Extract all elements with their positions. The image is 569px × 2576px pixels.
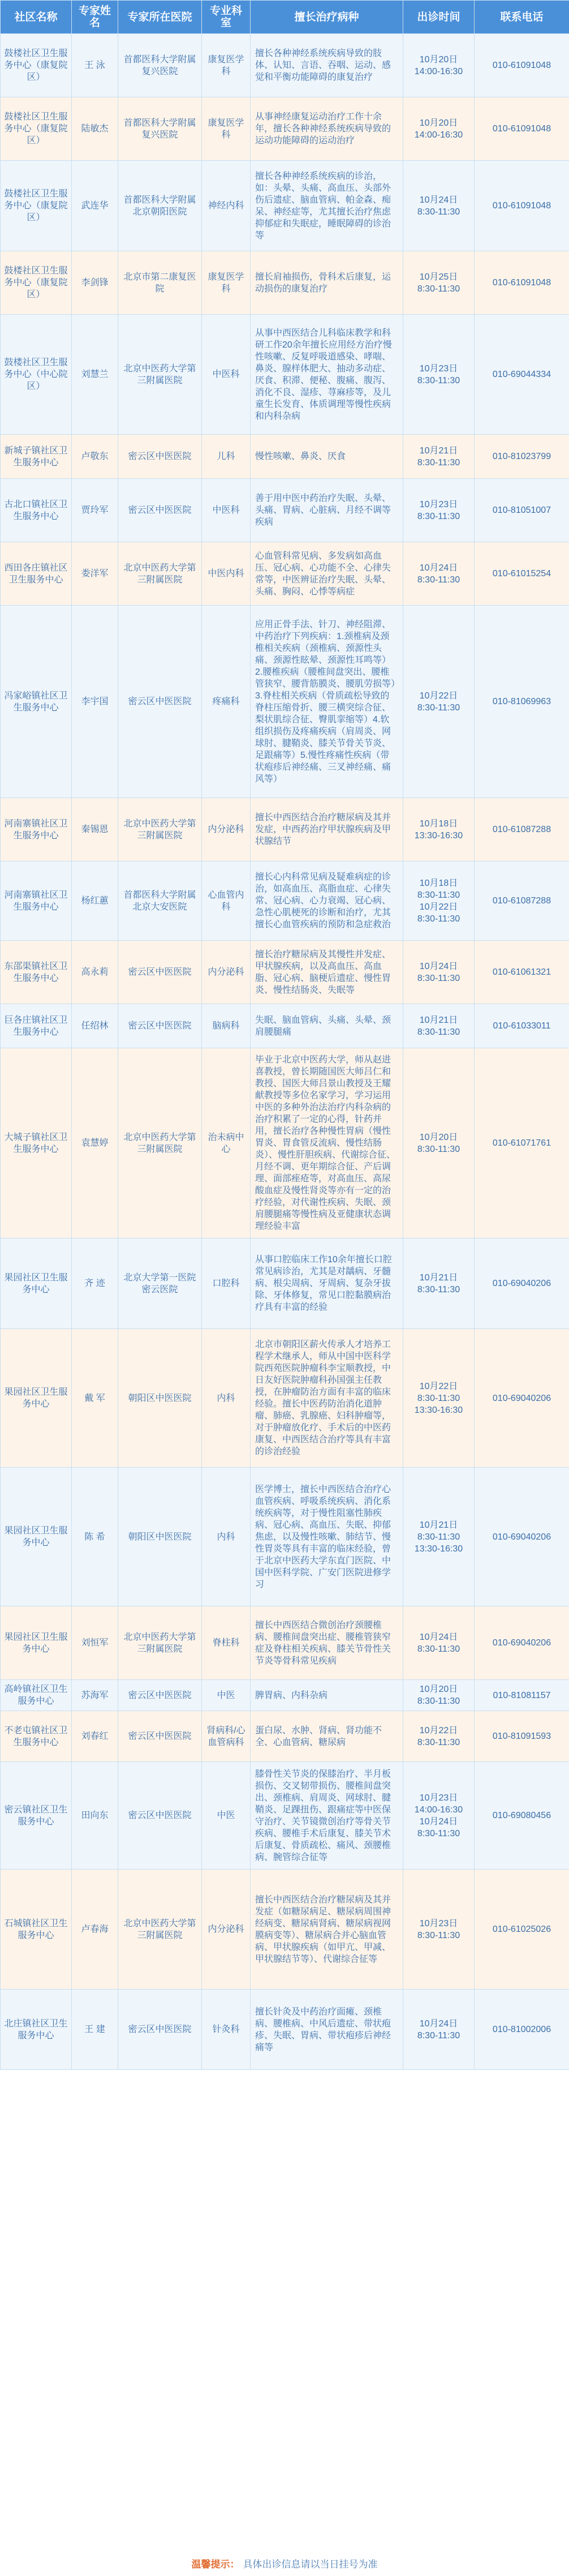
time-line: 8:30-11:30 [417, 375, 460, 385]
dept-cell: 康复医学科 [202, 97, 251, 161]
specialty-cell: 擅长针灸及中药治疗面瘫、颈椎病、腰椎病、中风后遗症、带状疱疹、失眠、胃病、带状疱疹后神经痛等 [251, 1990, 403, 2070]
community-cell: 石城镇社区卫生服务中心 [1, 1870, 72, 1990]
phone-cell: 010-61015254 [475, 542, 569, 606]
time-line: 10月20日 [419, 54, 458, 65]
table-row [1, 1004, 569, 1048]
time-line: 10月24日 [419, 563, 458, 573]
time-line: 14:00-16:30 [414, 1805, 463, 1815]
dept-cell: 神经内科 [202, 161, 251, 251]
phone-cell: 010-61025026 [475, 1870, 569, 1990]
time-line: 10月18日 [419, 818, 458, 829]
hospital-cell: 密云区中医医院 [118, 1680, 202, 1711]
time-line: 10月24日 [419, 2018, 458, 2029]
phone-cell: 010-69040206 [475, 1329, 569, 1468]
time-cell [403, 1329, 475, 1468]
expert-cell: 苏海军 [72, 1680, 118, 1711]
table-row [1, 315, 569, 435]
table-row [1, 1762, 569, 1870]
expert-cell: 陈 希 [72, 1468, 118, 1606]
phone-cell: 010-61091048 [475, 97, 569, 161]
community-cell: 果园社区卫生服务中心 [1, 1329, 72, 1468]
expert-cell: 田向东 [72, 1762, 118, 1870]
table-row [1, 1711, 569, 1762]
table-row [1, 34, 569, 97]
community-cell: 冯家峪镇社区卫生服务中心 [1, 606, 72, 798]
time-line: 8:30-11:30 [417, 1144, 460, 1154]
hospital-cell: 首都医科大学附属北京大安医院 [118, 861, 202, 941]
specialty-cell: 膝骨性关节炎的保膝治疗、半月板损伤、交叉韧带损伤、腰椎间盘突出、颈椎病、肩周炎、网球肘、腱鞘炎、足踝扭伤、跟痛症等中医保守治疗、关节镜微创治疗等骨关节疾病、腰椎手术后康复、膝关节术后康复、骨质疏松、痛风、颈腰椎病、腕管综合征等 [251, 1762, 403, 1870]
community-cell: 河南寨镇社区卫生服务中心 [1, 861, 72, 941]
community-cell: 鼓楼社区卫生服务中心（中心院区） [1, 315, 72, 435]
time-line: 10月21日 [419, 1272, 458, 1283]
time-cell [403, 1606, 475, 1680]
time-line: 8:30-11:30 [417, 1930, 460, 1940]
phone-cell: 010-61087288 [475, 798, 569, 861]
phone-cell: 010-61091048 [475, 251, 569, 315]
phone-cell: 010-69040206 [475, 1606, 569, 1680]
time-line: 8:30-11:30 [417, 1532, 460, 1542]
time-cell [403, 861, 475, 941]
time-line: 8:30-11:30 [417, 1027, 460, 1037]
phone-cell: 010-81069963 [475, 606, 569, 798]
time-cell [403, 97, 475, 161]
time-cell [403, 1004, 475, 1048]
hospital-cell: 北京中医药大学第三附属医院 [118, 1870, 202, 1990]
time-line: 8:30-11:30 [417, 1696, 460, 1706]
hospital-cell: 密云区中医医院 [118, 606, 202, 798]
expert-cell: 陆敏杰 [72, 97, 118, 161]
table-header [1, 1, 569, 34]
dept-cell: 中医 [202, 1762, 251, 1870]
community-cell: 果园社区卫生服务中心 [1, 1606, 72, 1680]
expert-cell: 高永莉 [72, 941, 118, 1004]
expert-cell: 娄洋军 [72, 542, 118, 606]
hospital-cell: 首都医科大学附属复兴医院 [118, 97, 202, 161]
hospital-cell: 北京中医药大学第三附属医院 [118, 542, 202, 606]
time-cell [403, 606, 475, 798]
table-row [1, 97, 569, 161]
table-row [1, 1468, 569, 1606]
time-line: 8:30-11:30 [417, 914, 460, 924]
time-cell [403, 941, 475, 1004]
community-cell: 密云镇社区卫生服务中心 [1, 1762, 72, 1870]
expert-cell: 刘恒军 [72, 1606, 118, 1680]
expert-cell: 王 建 [72, 1990, 118, 2070]
specialty-cell: 擅长各种神经系统疾病导致的肢体、认知、言语、吞咽、运动、感觉和平衡功能障碍的康复治疗 [251, 34, 403, 97]
time-line: 8:30-11:30 [417, 2030, 460, 2041]
time-line: 13:30-16:30 [414, 1544, 463, 1554]
community-cell: 河南寨镇社区卫生服务中心 [1, 798, 72, 861]
specialty-cell: 擅长治疗糖尿病及其慢性并发症、甲状腺疾病，以及高血压、高血脂、冠心病、脑梗后遗症、慢性胃炎、慢性结肠炎、失眠等 [251, 941, 403, 1004]
specialty-cell: 心血管科常见病、多发病如高血压、冠心病、心功能不全、心律失常等，中医辨证治疗失眠、头晕、头痛、胸闷、心悸等病症 [251, 542, 403, 606]
time-line: 10月24日 [419, 1816, 458, 1827]
phone-cell: 010-69080456 [475, 1762, 569, 1870]
phone-cell: 010-81002006 [475, 1990, 569, 2070]
footer-note [0, 2553, 569, 2576]
hospital-cell: 北京中医药大学第三附属医院 [118, 798, 202, 861]
column-header: 出诊时间 [403, 1, 475, 34]
time-line: 8:30-11:30 [417, 1393, 460, 1403]
time-cell [403, 1048, 475, 1238]
table-row [1, 606, 569, 798]
time-line: 10月25日 [419, 272, 458, 282]
time-line: 10月18日 [419, 878, 458, 888]
dept-cell: 内分泌科 [202, 1870, 251, 1990]
community-cell: 大城子镇社区卫生服务中心 [1, 1048, 72, 1238]
time-line: 10月21日 [419, 1015, 458, 1025]
phone-cell: 010-61087288 [475, 861, 569, 941]
phone-cell: 010-61091048 [475, 34, 569, 97]
time-line: 8:30-11:30 [417, 1828, 460, 1838]
time-line: 13:30-16:30 [414, 830, 463, 841]
dept-cell: 康复医学科 [202, 251, 251, 315]
table-row [1, 1606, 569, 1680]
time-line: 10月22日 [419, 1381, 458, 1391]
hospital-cell: 密云区中医医院 [118, 1762, 202, 1870]
column-header: 专业科室 [202, 1, 251, 34]
dept-cell: 中医 [202, 1680, 251, 1711]
time-cell [403, 1762, 475, 1870]
table-row [1, 1990, 569, 2070]
phone-cell: 010-81081157 [475, 1680, 569, 1711]
specialty-cell: 失眠、脑血管病、头痛、头晕、颈肩腰腿痛 [251, 1004, 403, 1048]
expert-cell: 刘慧兰 [72, 315, 118, 435]
time-cell [403, 34, 475, 97]
expert-cell: 贾玲军 [72, 479, 118, 542]
time-line: 10月22日 [419, 691, 458, 701]
dept-cell: 康复医学科 [202, 34, 251, 97]
dept-cell: 内分泌科 [202, 798, 251, 861]
specialty-cell: 北京市朝阳区薪火传承人才培养工程学术继承人，师从中国中医科学院西苑医院肿瘤科李宝顺教授，中日友好医院肿瘤科孙国强主任教授，在肿瘤防治方面有丰富的临床经验。擅长中医药防治消化道肿瘤、肺癌、乳腺癌、妇科肿瘤等，对于肿瘤放化疗、手术后的中医药康复、中西医结合治疗等具有丰富的诊治经验 [251, 1329, 403, 1468]
hospital-cell: 北京大学第一医院密云医院 [118, 1238, 202, 1329]
specialty-cell: 脾胃病、内科杂病 [251, 1680, 403, 1711]
expert-cell: 王 泳 [72, 34, 118, 97]
community-cell: 果园社区卫生服务中心 [1, 1468, 72, 1606]
column-header: 擅长治疗病种 [251, 1, 403, 34]
expert-cell: 齐 迹 [72, 1238, 118, 1329]
hospital-cell: 密云区中医医院 [118, 479, 202, 542]
community-cell: 巨各庄镇社区卫生服务中心 [1, 1004, 72, 1048]
hospital-cell: 北京中医药大学第三附属医院 [118, 315, 202, 435]
specialty-cell: 擅长中西医结合治疗糖尿病及其并发症，中西药治疗甲状腺疾病及甲状腺结节 [251, 798, 403, 861]
community-cell: 鼓楼社区卫生服务中心（康复院区） [1, 97, 72, 161]
dept-cell: 治未病中心 [202, 1048, 251, 1238]
time-cell [403, 251, 475, 315]
dept-cell: 脑病科 [202, 1004, 251, 1048]
specialty-cell: 擅长肩袖损伤，骨科术后康复，运动损伤的康复治疗 [251, 251, 403, 315]
time-line: 14:00-16:30 [414, 66, 463, 76]
phone-cell: 010-81051007 [475, 479, 569, 542]
time-line: 10月21日 [419, 1520, 458, 1530]
phone-cell: 010-81023799 [475, 435, 569, 479]
table-row [1, 1238, 569, 1329]
phone-cell: 010-61033011 [475, 1004, 569, 1048]
hospital-cell: 北京中医药大学第三附属医院 [118, 1048, 202, 1238]
specialty-cell: 擅长中西医结合治疗糖尿病及其并发症（如糖尿病足、糖尿病周围神经病变、糖尿病肾病、糖尿病视网膜病变等）、糖尿病合并心脑血管病、甲状腺疾病（如甲亢、甲减、甲状腺结节等）、代谢综合征等 [251, 1870, 403, 1990]
time-line: 10月24日 [419, 961, 458, 971]
time-line: 8:30-11:30 [417, 890, 460, 900]
tip-label: 温馨提示： [191, 2559, 240, 2570]
hospital-cell: 朝阳区中医医院 [118, 1329, 202, 1468]
time-line: 13:30-16:30 [414, 1405, 463, 1415]
time-cell [403, 435, 475, 479]
community-cell: 西田各庄镇社区卫生服务中心 [1, 542, 72, 606]
table-row [1, 542, 569, 606]
time-line: 10月21日 [419, 445, 458, 456]
dept-cell: 内科 [202, 1468, 251, 1606]
table-row [1, 941, 569, 1004]
time-line: 8:30-11:30 [417, 207, 460, 217]
time-cell [403, 542, 475, 606]
expert-cell: 秦锡恩 [72, 798, 118, 861]
hospital-cell: 密云区中医医院 [118, 941, 202, 1004]
dept-cell: 中医科 [202, 315, 251, 435]
expert-cell: 李剑锋 [72, 251, 118, 315]
expert-cell: 李宇国 [72, 606, 118, 798]
dept-cell: 脊柱科 [202, 1606, 251, 1680]
time-line: 8:30-11:30 [417, 702, 460, 713]
time-line: 10月23日 [419, 363, 458, 374]
dept-cell: 疼痛科 [202, 606, 251, 798]
hospital-cell: 密云区中医医院 [118, 435, 202, 479]
community-cell: 果园社区卫生服务中心 [1, 1238, 72, 1329]
table-row [1, 479, 569, 542]
hospital-cell: 密云区中医医院 [118, 1711, 202, 1762]
table-row [1, 1329, 569, 1468]
dept-cell: 中医科 [202, 479, 251, 542]
table-row [1, 251, 569, 315]
time-line: 8:30-11:30 [417, 511, 460, 521]
specialty-cell: 蛋白尿、水肿、肾病、肾功能不全、心血管病、糖尿病 [251, 1711, 403, 1762]
hospital-cell: 朝阳区中医医院 [118, 1468, 202, 1606]
community-cell: 鼓楼社区卫生服务中心（康复院区） [1, 251, 72, 315]
community-cell: 鼓楼社区卫生服务中心（康复院区） [1, 34, 72, 97]
time-cell [403, 479, 475, 542]
dept-cell: 内分泌科 [202, 941, 251, 1004]
time-line: 8:30-11:30 [417, 1284, 460, 1295]
dept-cell: 针灸科 [202, 1990, 251, 2070]
time-line: 8:30-11:30 [417, 973, 460, 983]
expert-cell: 杨红蕙 [72, 861, 118, 941]
table-row [1, 1680, 569, 1711]
time-line: 14:00-16:30 [414, 130, 463, 140]
time-line: 10月20日 [419, 1132, 458, 1142]
time-line: 8:30-11:30 [417, 1644, 460, 1654]
expert-cell: 戴 军 [72, 1329, 118, 1468]
time-line: 10月22日 [419, 902, 458, 912]
community-cell: 高岭镇社区卫生服务中心 [1, 1680, 72, 1711]
column-header: 专家姓名 [72, 1, 118, 34]
phone-cell: 010-69044334 [475, 315, 569, 435]
time-cell [403, 315, 475, 435]
community-cell: 新城子镇社区卫生服务中心 [1, 435, 72, 479]
table-row [1, 861, 569, 941]
time-cell [403, 1238, 475, 1329]
specialty-cell: 慢性咳嗽、鼻炎、厌食 [251, 435, 403, 479]
expert-cell: 卢春海 [72, 1870, 118, 1990]
time-line: 10月24日 [419, 195, 458, 205]
table-row [1, 1870, 569, 1990]
expert-cell: 武连华 [72, 161, 118, 251]
phone-cell: 010-61061321 [475, 941, 569, 1004]
hospital-cell: 北京中医药大学第三附属医院 [118, 1606, 202, 1680]
specialty-cell: 擅长各种神经系统疾病的诊治，如：头晕、头痛、高血压、头部外伤后遗症、脑血管病、帕金森、痴呆、神经症等，尤其擅长治疗焦虑抑郁症和失眠症，睡眠障碍的诊治等 [251, 161, 403, 251]
time-cell [403, 161, 475, 251]
community-cell: 鼓楼社区卫生服务中心（康复院区） [1, 161, 72, 251]
dept-cell: 肾病科/心血管病科 [202, 1711, 251, 1762]
time-line: 10月22日 [419, 1725, 458, 1735]
hospital-cell: 首都医科大学附属复兴医院 [118, 34, 202, 97]
column-header: 社区名称 [1, 1, 72, 34]
specialty-cell: 从事口腔临床工作10余年擅长口腔常见病诊治，尤其是对龋病、牙髓病、根尖周病、牙周病、复杂牙拔除、牙体修复，常见口腔黏膜病治疗具有丰富的经验 [251, 1238, 403, 1329]
specialty-cell: 应用正骨手法、针刀、神经阻滞、中药治疗下列疾病：1.颈椎病及颈椎相关疾病（颈椎病、颈源性头痛、颈源性眩晕、颈源性耳鸣等）2.腰椎疾病（腰椎间盘突出、腰椎管狭窄、腰背筋膜炎、腰肌劳损等）3.脊柱相关疾病（骨质疏松导致的脊柱压缩骨折、腰三横突综合征、梨状肌综合征、臀肌挛缩等）4.软组织损伤及疼痛疾病（肩周炎、网球肘、腱鞘炎、膝关节骨关节炎、足跟痛等）5.慢性疼痛性疾病（带状疱疹后神经痛、三叉神经痛、痛风等） [251, 606, 403, 798]
time-line: 10月23日 [419, 1793, 458, 1803]
time-line: 10月20日 [419, 118, 458, 128]
column-header: 联系电话 [475, 1, 569, 34]
table-row [1, 161, 569, 251]
community-cell: 东邵渠镇社区卫生服务中心 [1, 941, 72, 1004]
community-cell: 北庄镇社区卫生服务中心 [1, 1990, 72, 2070]
hospital-cell: 北京市第二康复医院 [118, 251, 202, 315]
time-cell [403, 798, 475, 861]
time-line: 10月24日 [419, 1632, 458, 1642]
phone-cell: 010-69040206 [475, 1238, 569, 1329]
time-cell [403, 1680, 475, 1711]
hospital-cell: 首都医科大学附属北京朝阳医院 [118, 161, 202, 251]
time-line: 8:30-11:30 [417, 1737, 460, 1747]
hospital-cell: 密云区中医医院 [118, 1004, 202, 1048]
time-cell [403, 1990, 475, 2070]
dept-cell: 口腔科 [202, 1238, 251, 1329]
specialty-cell: 从事神经康复运动治疗工作十余年，擅长各种神经系统疾病导致的运动功能障碍的运动治疗 [251, 97, 403, 161]
phone-cell: 010-69040206 [475, 1468, 569, 1606]
column-header: 专家所在医院 [118, 1, 202, 34]
phone-cell: 010-61071761 [475, 1048, 569, 1238]
time-line: 10月23日 [419, 499, 458, 509]
time-line: 8:30-11:30 [417, 457, 460, 468]
dept-cell: 内科 [202, 1329, 251, 1468]
community-cell: 不老屯镇社区卫生服务中心 [1, 1711, 72, 1762]
specialty-cell: 擅长心内科常见病及疑难病症的诊治，如高血压、高脂血症、心律失常、冠心病、心力衰竭、冠心病、急性心肌梗死的诊断和治疗，尤其擅长心血管疾病的预防和急症救治 [251, 861, 403, 941]
tip-text: 具体出诊信息请以当日挂号为准 [243, 2559, 378, 2570]
time-line: 10月20日 [419, 1685, 458, 1694]
specialty-cell: 擅长中西医结合微创治疗颈腰椎病、腰椎间盘突出症、腰椎管狭窄症及脊柱相关疾病、膝关节骨性关节炎等骨科常见疾病 [251, 1606, 403, 1680]
specialty-cell: 毕业于北京中医药大学，师从赵进喜教授，曾长期随国医大师吕仁和教授、国医大师吕景山教授及王耀献教授等多位名家学习，学习运用中医的多种外治法治疗内科杂病的治疗积累了一定的心得，针药并用，擅长治疗各种慢性胃病（慢性胃炎、胃食管反流病、慢性结肠炎）、慢性肝胆疾病、代谢综合征、月经不调、更年期综合征、产后调理、面部痤疮等，对高血压、高尿酸血症及慢性肾炎等亦有一定的治疗经验，对代谢性疾病、失眠、颈肩腰腿痛等慢性病及亚健康状态调理经验丰富 [251, 1048, 403, 1238]
time-line: 8:30-11:30 [417, 575, 460, 585]
specialty-cell: 医学博士，擅长中西医结合治疗心血管疾病、呼吸系统疾病、消化系统疾病等，对于慢性阻塞性肺疾病、冠心病、高血压、失眠、抑郁焦虑，以及慢性咳嗽、肺结节、慢性胃炎等具有丰富的临床经验，曾于北京中医药大学东直门医院、中国中医科学院、广安门医院进修学习 [251, 1468, 403, 1606]
table-body [1, 34, 569, 2070]
community-cell: 古北口镇社区卫生服务中心 [1, 479, 72, 542]
table-row [1, 798, 569, 861]
table-row [1, 1048, 569, 1238]
dept-cell: 儿科 [202, 435, 251, 479]
specialty-cell: 从事中西医结合儿科临床教学和科研工作20余年擅长应用经方治疗慢性咳嗽、反复呼吸道感染、哮喘、鼻炎、腺样体肥大、抽动多动症、厌食、积滞、便秘、腹痛、腹泻、消化不良、湿疹、荨麻疹等，及儿童生长发育、体质调理等慢性疾病和内科杂病 [251, 315, 403, 435]
expert-cell: 刘春红 [72, 1711, 118, 1762]
time-line: 8:30-11:30 [417, 284, 460, 294]
time-line: 10月23日 [419, 1918, 458, 1928]
expert-cell: 袁慧婷 [72, 1048, 118, 1238]
time-cell [403, 1870, 475, 1990]
phone-cell: 010-61091048 [475, 161, 569, 251]
table-row [1, 435, 569, 479]
expert-cell: 卢敬东 [72, 435, 118, 479]
expert-cell: 任绍林 [72, 1004, 118, 1048]
phone-cell: 010-81091593 [475, 1711, 569, 1762]
specialty-cell: 善于用中医中药治疗失眠、头晕、头痛、胃病、心脏病、月经不调等疾病 [251, 479, 403, 542]
dept-cell: 中医内科 [202, 542, 251, 606]
time-cell [403, 1711, 475, 1762]
dept-cell: 心血管内科 [202, 861, 251, 941]
hospital-cell: 密云区中医医院 [118, 1990, 202, 2070]
time-cell [403, 1468, 475, 1606]
